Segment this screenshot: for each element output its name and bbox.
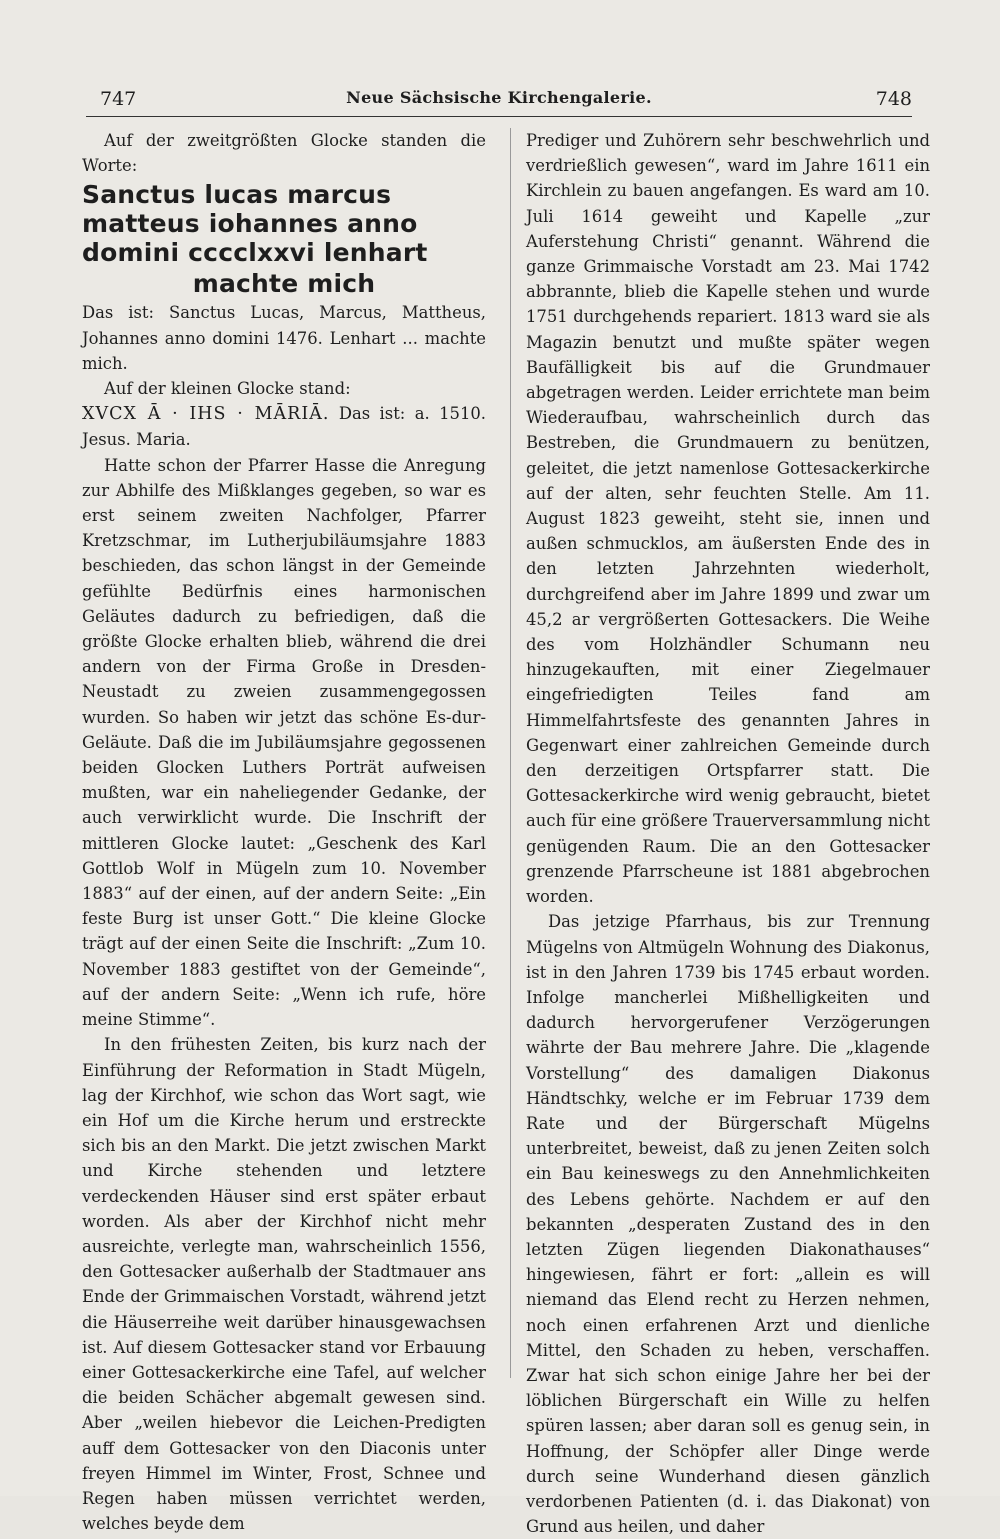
running-title: Neue Sächsische Kirchengalerie. xyxy=(346,88,652,107)
paragraph: Auf der zweitgrößten Glocke standen die Worte: xyxy=(82,131,486,176)
inscription-text: Sanctus lucas marcus matteus iohannes anno domini cccclxxvi lenhart xyxy=(82,180,428,268)
paragraph: Auf der kleinen Glocke stand: xyxy=(104,379,351,399)
paragraph: In den frühesten Zeiten, bis kurz nach der Einführung der Reformation in Stadt Mügeln, lag der Kirchhof, wie schon das Wort sagt, wie ein Hof um die Kirche herum und erstreckte sich bis an den Markt. Die jetzt zwischen Markt und Kirche stehenden und letztere verdeckenden Häuser sind erst später erbaut worden. Als aber der Kirchhof nicht mehr ausreichte, verlegte man, wahrscheinlich 1556, den Gottesacker außerhalb der Stadtmauer ans Ende der Grimmaischen Vorstadt, während jetzt die Häuserreihe weit darüber hinausgewachsen ist. Auf diesem Gottesacker stand vor Erbauung einer Gottesackerkirche eine Tafel, auf welcher die beiden Schächer abgemalt gewesen sind. Aber „weilen hiebevor die Leichen-Predigten auff dem Gottesacker von den Diaconis unter freyen Himmel im Winter, Frost, Schnee und Regen haben müssen verrichtet werden, welches beyde dem xyxy=(82,1035,486,1534)
page-number-left: 747 xyxy=(100,88,137,110)
bell-inscription xyxy=(82,180,486,298)
right-column xyxy=(526,128,930,1539)
paragraph: Hatte schon der Pfarrer Hasse die Anregung zur Abhilfe des Mißklanges gegeben, so war es erst seinem zweiten Nachfolger, Pfarrer Kretzschmar, im Lutherjubiläumsjahre 1883 beschieden, das schon längst in der Gemeinde gefühlte Bedürfnis eines harmonischen Geläutes dadurch zu befriedigen, daß die größte Glocke erhalten blieb, während die drei andern von der Firma Große in Dresden-Neustadt zu zweien zusammengegossen wurden. So haben wir jetzt das schöne Es-dur-Geläute. Daß die im Jubiläumsjahre gegossenen beiden Glocken Luthers Porträt aufweisen mußten, war ein naheliegender Gedanke, der auch verwirklicht wurde. Die Inschrift der mittleren Glocke lautet: „Geschenk des Karl Gottlob Wolf in Mügeln zum 10. November 1883“ auf der einen, auf der andern Seite: „Ein feste Burg ist unser Gott.“ Die kleine Glocke trägt auf der einen Seite die Inschrift: „Zum 10. November 1883 gestiftet von der Gemeinde“, auf der andern Seite: „Wenn ich rufe, höre meine Stimme“. xyxy=(82,455,486,1030)
page-number-right: 748 xyxy=(875,88,912,110)
small-bell-inscription: XVCX Ā · IHS · MĀRIĀ. xyxy=(82,404,330,425)
paragraph: Das ist: Sanctus Lucas, Marcus, Mattheus, Johannes anno domini 1476. Lenhart ... machte mich. xyxy=(82,303,486,373)
paragraph xyxy=(82,401,486,452)
paragraph: Das jetzige Pfarrhaus, bis zur Trennung Mügelns von Altmügeln Wohnung des Diakonus, ist in den Jahren 1739 bis 1745 erbaut worden. Infolge mancherlei Mißhelligkeiten und dadurch hervorgerufener Verzögerungen währte der Bau mehrere Jahre. Die „klagende Vorstellung“ des damaligen Diakonus Händtschky, welche er im Februar 1739 dem Rate und der Bürgerschaft Mügelns unterbreitet, beweist, daß zu jenen Zeiten solch ein Bau keineswegs zu den Annehmlichkeiten des Lebens gehörte. Nachdem er auf den bekannten „desperaten Zustand des in den letzten Zügen liegenden Diakonathauses“ hingewiesen, fährt er fort: „allein es will niemand das Elend recht zu Herzen nehmen, noch einen erfahrenen Arzt und dienliche Mittel, den Schaden zu heben, verschaffen. Zwar hat sich schon einige Jahre her bei der löblichen Bürgerschaft ein Wille zu helfen spüren lassen; aber daran soll es genug sein, in Hoffnung, der Schöpfer aller Dinge werde durch seine Wunderhand diesen gänzlich verdorbenen Patienten (d. i. das Diakonat) von Grund aus heilen, und daher xyxy=(526,912,930,1537)
text-columns xyxy=(82,128,942,1537)
paragraph: Prediger und Zuhörern sehr beschwehrlich und verdrießlich gewesen“, ward im Jahre 1611 ein Kirchlein zu bauen angefangen. Es ward am 10. Juli 1614 geweiht und Kapelle „zur Auferstehung Christi“ genannt. Während die ganze Grimmaische Vorstadt am 23. Mai 1742 abbrannte, blieb die Kapelle stehen und wurde 1751 durchgehends repariert. 1813 ward sie als Magazin benutzt und mußte später wegen Baufälligkeit bis auf die Grundmauer abgetragen werden. Leider errichtete man beim Wiederaufbau, wahrscheinlich durch das Bestreben, die Grundmauern zu benützen, geleitet, die jetzt namenlose Gottesackerkirche auf der alten, sehr feuchten Stelle. Am 11. August 1823 geweiht, steht sie, innen und außen schmucklos, am äußersten Ende des in den letzten Jahrzehnten wiederholt, durchgreifend aber im Jahre 1899 und zwar um 45,2 ar vergrößerten Gottesackers. Die Weihe des vom Holzhändler Schumann neu hinzugekauften, mit einer Ziegelmauer eingefriedigten Teiles fand am Himmelfahrtsfeste des genannten Jahres in Gegenwart einer zahlreichen Gemeinde durch den derzeitigen Ortspfarrer statt. Die Gottesackerkirche wird wenig gebraucht, bietet auch für eine größere Trauerversammlung nicht genügenden Raum. Die an den Gottesacker grenzende Pfarrscheune ist 1881 abgebrochen worden. xyxy=(526,131,930,907)
inscription-meaning: Das ist: a. 1510. Jesus. Maria. xyxy=(82,404,487,450)
page-header xyxy=(86,86,912,117)
inscription-tail: machte mich xyxy=(192,269,376,299)
left-column xyxy=(82,128,486,1536)
